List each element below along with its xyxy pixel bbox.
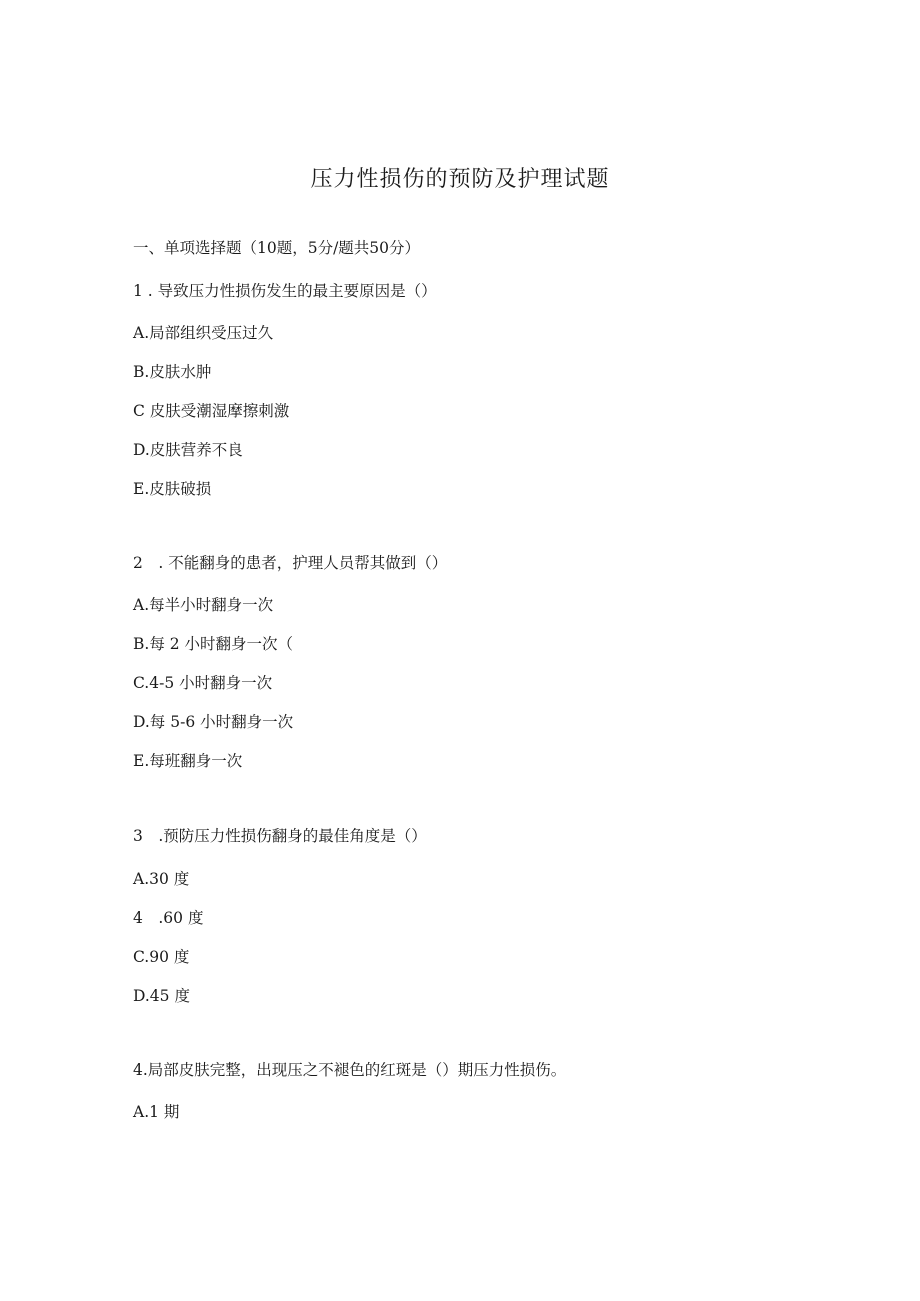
section-heading: 一、单项选择题（10题，5分/题共50分） xyxy=(133,239,421,257)
question-2-option-c: C.4-5 小时翻身一次 xyxy=(133,674,273,692)
question-4-option-a: A.1 期 xyxy=(133,1103,180,1121)
document-title: 压力性损伤的预防及护理试题 xyxy=(310,167,610,192)
question-1-option-b: B.皮肤水肿 xyxy=(133,363,212,381)
question-2-option-e: E.每班翻身一次 xyxy=(133,752,243,770)
question-2-option-b: B.每 2 小时翻身一次（ xyxy=(133,635,294,653)
question-1-option-c: C 皮肤受潮湿摩擦刺激 xyxy=(133,402,290,420)
question-1-stem: 1 . 导致压力性损伤发生的最主要原因是（） xyxy=(133,282,437,300)
question-1-option-e: E.皮肤破损 xyxy=(133,480,212,498)
question-2-option-a: A.每半小时翻身一次 xyxy=(133,596,274,614)
question-3-option-c: C.90 度 xyxy=(133,948,190,966)
question-4-stem: 4.局部皮肤完整，出现压之不褪色的红斑是（）期压力性损伤。 xyxy=(133,1061,567,1079)
question-3-option-a: A.30 度 xyxy=(133,870,190,888)
question-3-option-d: D.45 度 xyxy=(133,987,190,1005)
question-3-option-b: 4 .60 度 xyxy=(133,909,204,927)
question-2-option-d: D.每 5-6 小时翻身一次 xyxy=(133,713,294,731)
question-2-stem: 2 . 不能翻身的患者，护理人员帮其做到（） xyxy=(133,554,448,572)
question-1-option-a: A.局部组织受压过久 xyxy=(133,324,274,342)
question-1-option-d: D.皮肤营养不良 xyxy=(133,441,243,459)
question-3-stem: 3 .预防压力性损伤翻身的最佳角度是（） xyxy=(133,827,427,845)
